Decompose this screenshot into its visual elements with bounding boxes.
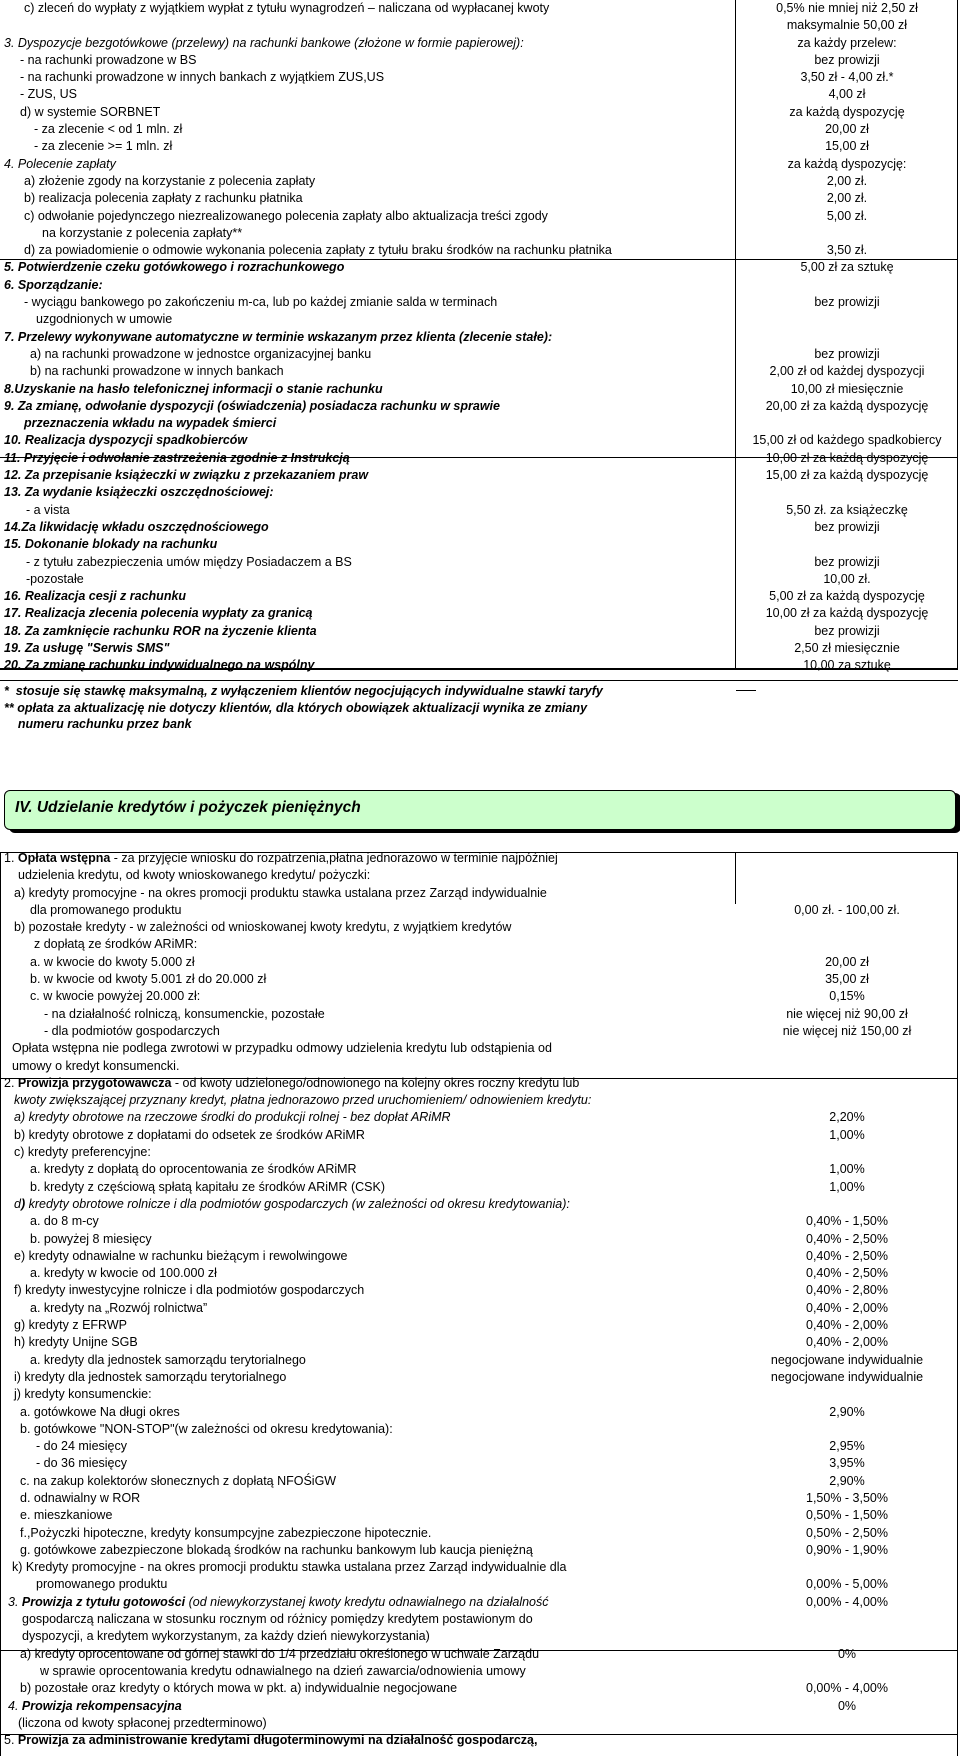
row-label: 3. Prowizja z tytułu gotowości (od niewykorzystanej kwoty kredytu odnawialnego na działalność bbox=[8, 1594, 549, 1609]
row-label: z dopłatą ze środków ARiMR: bbox=[34, 937, 198, 952]
row-label: - na działalność rolniczą, konsumenckie, pozostałe bbox=[44, 1006, 325, 1021]
row-label: i) kredyty dla jednostek samorządu terytorialnego bbox=[14, 1369, 287, 1384]
row-value: 0,00% - 4,00% bbox=[806, 1594, 888, 1609]
row-label: 5. Prowizja za administrowanie kredytami długoterminowymi na działalność gospodarczą, bbox=[4, 1733, 538, 1748]
section-heading-banner bbox=[4, 790, 956, 830]
footnotes bbox=[4, 683, 603, 733]
row-value: 2,00 zł od każdej dyspozycji bbox=[769, 364, 925, 379]
row-label: d) kredyty obrotowe rolnicze i dla podmiotów gospodarczych (w zależności od okresu kredytowania): bbox=[14, 1196, 570, 1211]
row-label: 18. Za zamknięcie rachunku ROR na życzenie klienta bbox=[4, 623, 317, 638]
row-value: maksymalnie 50,00 zł bbox=[786, 18, 908, 33]
row-value: 0,50% - 2,50% bbox=[806, 1525, 888, 1540]
row-label: - a vista bbox=[26, 502, 70, 517]
row-label: b. powyżej 8 miesięcy bbox=[30, 1231, 152, 1246]
row-value: 2,95% bbox=[829, 1439, 865, 1454]
row-value: 10,00 zł. bbox=[823, 571, 871, 586]
row-label: 11. Przyjęcie i odwołanie zastrzeżenia zgodnie z Instrukcją bbox=[4, 450, 350, 465]
table-row bbox=[0, 1611, 960, 1628]
footnote: ** opłata za aktualizację nie dotyczy klientów, dla których obowiązek aktualizacji wynika ze zmiany bbox=[4, 700, 588, 715]
row-value: 2,20% bbox=[829, 1110, 865, 1125]
table-row bbox=[0, 1525, 960, 1542]
table-row bbox=[0, 225, 960, 242]
row-label: k) Kredyty promocyjne - na okres promocji produktu stawka ustalana przez Zarząd indywidualnie dla bbox=[12, 1560, 567, 1575]
row-value: 0,00% - 5,00% bbox=[806, 1577, 888, 1592]
row-label: b) na rachunki prowadzone w innych bankach bbox=[30, 364, 284, 379]
row-value: 1,00% bbox=[829, 1127, 865, 1142]
table-row bbox=[0, 885, 960, 902]
table-row bbox=[0, 1231, 960, 1248]
row-label: a) kredyty promocyjne - na okres promocji produktu stawka ustalana przez Zarząd indywidualnie bbox=[14, 885, 547, 900]
row-value: 5,00 zł za sztukę bbox=[800, 260, 894, 275]
row-value: bez prowizji bbox=[814, 295, 880, 310]
row-label: a. kredyty dla jednostek samorządu terytorialnego bbox=[30, 1352, 306, 1367]
table-row bbox=[0, 1455, 960, 1472]
table-row bbox=[0, 294, 960, 311]
row-label: b) realizacja polecenia zapłaty z rachunku płatnika bbox=[24, 191, 303, 206]
row-value: 0,00 zł. - 100,00 zł. bbox=[794, 902, 900, 917]
table-row bbox=[0, 1421, 960, 1438]
section-fees-table bbox=[0, 0, 960, 675]
row-label: e) kredyty odnawialne w rachunku bieżącym i rewolwingowe bbox=[14, 1248, 348, 1263]
row-value: 0,50% - 1,50% bbox=[806, 1508, 888, 1523]
table-row bbox=[0, 173, 960, 190]
row-label: - wyciągu bankowego po zakończeniu m-ca, lub po każdej zmianie salda w terminach bbox=[24, 295, 498, 310]
row-label: 2. Prowizja przygotowawcza - od kwoty udzielonego/odnowionego na kolejny okres roczny kredytu lub bbox=[4, 1075, 580, 1090]
table-row bbox=[0, 1334, 960, 1351]
row-label: a. gotówkowe Na długi okres bbox=[20, 1404, 180, 1419]
table-row bbox=[0, 1594, 960, 1611]
row-label: a) kredyty obrotowe na rzeczowe środki do produkcji rolnej - bez dopłat ARiMR bbox=[14, 1110, 451, 1125]
row-value: 0,40% - 2,50% bbox=[806, 1231, 888, 1246]
section-heading: IV. Udzielanie kredytów i pożyczek pieniężnych bbox=[15, 799, 361, 816]
row-label: a) kredyty oprocentowane od górnej stawki do 1/4 przedziału określonego w uchwale Zarządu bbox=[20, 1646, 540, 1661]
row-value: 2,50 zł miesięcznie bbox=[794, 640, 900, 655]
row-value: 5,00 zł za każdą dyspozycję bbox=[769, 589, 925, 604]
table-row bbox=[0, 156, 960, 173]
table-row bbox=[0, 1715, 960, 1732]
row-label: 8.Uzyskanie na hasło telefonicznej informacji o stanie rachunku bbox=[4, 381, 383, 396]
row-value: bez prowizji bbox=[814, 623, 880, 638]
row-value: bez prowizji bbox=[814, 52, 880, 67]
section-rule bbox=[0, 680, 958, 681]
row-value: 1,00% bbox=[829, 1162, 865, 1177]
row-label: j) kredyty konsumenckie: bbox=[14, 1387, 152, 1402]
row-label: a. kredyty w kwocie od 100.000 zł bbox=[30, 1266, 217, 1281]
table-row bbox=[0, 1369, 960, 1386]
table-row bbox=[0, 1109, 960, 1126]
row-label: c) odwołanie pojedynczego niezrealizowanego polecenia zapłaty albo aktualizacja treści zgody bbox=[24, 208, 548, 223]
table-row bbox=[0, 623, 960, 640]
row-value: 10,00 zł miesięcznie bbox=[790, 381, 904, 396]
footnote: * stosuje się stawkę maksymalną, z wyłączeniem klientów negocjujących indywidualne stawki taryfy bbox=[4, 684, 603, 698]
row-value: 2,90% bbox=[829, 1473, 865, 1488]
row-value: 15,00 zł bbox=[825, 139, 869, 154]
row-label: w sprawie oprocentowania kredytu odnawialnego na dzień zawarcia/odnowienia umowy bbox=[40, 1663, 526, 1678]
row-value: 20,00 zł bbox=[825, 122, 869, 137]
row-label: 4. Polecenie zapłaty bbox=[4, 156, 116, 171]
row-label: dyspozycji, a kredytem wykorzystanym, za każdy dzień niewykorzystania) bbox=[22, 1629, 430, 1644]
row-label: b. gotówkowe "NON-STOP"(w zależności od okresu kredytowania): bbox=[20, 1421, 393, 1436]
dash-mark bbox=[736, 690, 756, 691]
table-row bbox=[0, 1196, 960, 1213]
table-row bbox=[0, 1023, 960, 1040]
table-row bbox=[0, 919, 960, 936]
row-value: 0,40% - 1,50% bbox=[806, 1214, 888, 1229]
row-label: - na rachunki prowadzone w innych bankach z wyjątkiem ZUS,US bbox=[20, 70, 385, 85]
row-label: dla promowanego produktu bbox=[30, 902, 182, 917]
row-label: 7. Przelewy wykonywane automatyczne w terminie wskazanym przez klienta (zlecenie stałe): bbox=[4, 329, 553, 344]
row-label: g. gotówkowe zabezpieczone blokadą środków na rachunku bankowym lub kaucja pieniężną bbox=[20, 1542, 533, 1557]
table-row bbox=[0, 571, 960, 588]
row-label: a. kredyty na „Rozwój rolnictwa” bbox=[30, 1300, 208, 1315]
row-label: - za zlecenie < od 1 mln. zł bbox=[34, 122, 183, 137]
row-label: - do 36 miesięcy bbox=[36, 1456, 128, 1471]
row-value: 0,40% - 2,50% bbox=[806, 1266, 888, 1281]
table-row bbox=[0, 1576, 960, 1593]
row-label: a. kredyty z dopłatą do oprocentowania ze środków ARiMR bbox=[30, 1162, 357, 1177]
row-value: 0,15% bbox=[829, 989, 865, 1004]
row-label: 13. Za wydanie książeczki oszczędnościowej: bbox=[4, 485, 274, 500]
table-row bbox=[0, 1352, 960, 1369]
row-value: 2,00 zł. bbox=[826, 173, 868, 188]
row-value: 1,00% bbox=[829, 1179, 865, 1194]
row-label: a) złożenie zgody na korzystanie z polecenia zapłaty bbox=[24, 173, 316, 188]
table-row bbox=[0, 311, 960, 328]
row-label: b. w kwocie od kwoty 5.001 zł do 20.000 zł bbox=[30, 972, 267, 987]
row-label: g) kredyty z EFRWP bbox=[14, 1318, 127, 1333]
table-row bbox=[0, 190, 960, 207]
row-label: c) kredyty preferencyjne: bbox=[14, 1145, 151, 1160]
table-row bbox=[0, 259, 960, 276]
table-row bbox=[0, 1680, 960, 1697]
table-row bbox=[0, 1438, 960, 1455]
table-row bbox=[0, 1559, 960, 1576]
table-row bbox=[0, 1300, 960, 1317]
table-row bbox=[0, 242, 960, 259]
row-label: - ZUS, US bbox=[20, 87, 77, 102]
table-row bbox=[0, 850, 960, 867]
row-label: a. w kwocie do kwoty 5.000 zł bbox=[30, 954, 195, 969]
row-value: 5,50 zł. za książeczkę bbox=[786, 502, 908, 517]
table-row bbox=[0, 502, 960, 519]
row-value: 0,5% nie mniej niż 2,50 zł bbox=[776, 1, 918, 15]
row-label: c) zleceń do wypłaty z wyjątkiem wypłat z tytułu wynagrodzeń – naliczana od wypłacanej kwoty bbox=[24, 1, 550, 15]
table-row bbox=[0, 86, 960, 103]
table-row bbox=[0, 902, 960, 919]
row-value: 0,40% - 2,00% bbox=[806, 1318, 888, 1333]
row-value: 0,40% - 2,80% bbox=[806, 1283, 888, 1298]
table-row bbox=[0, 1317, 960, 1334]
table-row bbox=[0, 121, 960, 138]
table-row bbox=[0, 954, 960, 971]
row-value: negocjowane indywidualnie bbox=[770, 1369, 924, 1384]
row-label: gospodarczą naliczana w stosunku rocznym od różnicy pomiędzy kredytem postawionym do bbox=[22, 1612, 533, 1627]
row-label: 20. Za zmianę rachunku indywidualnego na wspólny bbox=[4, 658, 315, 673]
row-label: 10. Realizacja dyspozycji spadkobierców bbox=[4, 433, 248, 448]
table-row bbox=[0, 1144, 960, 1161]
row-label: a. do 8 m-cy bbox=[30, 1214, 99, 1229]
row-value: za każdą dyspozycję: bbox=[787, 156, 907, 171]
row-label: przeznaczenia wkładu na wypadek śmierci bbox=[24, 416, 277, 431]
table-row bbox=[0, 415, 960, 432]
table-row bbox=[0, 381, 960, 398]
row-label: d) w systemie SORBNET bbox=[20, 104, 161, 119]
table-row bbox=[0, 554, 960, 571]
table-row bbox=[0, 1490, 960, 1507]
row-label: b) kredyty obrotowe z dopłatami do odsetek ze środków ARiMR bbox=[14, 1127, 365, 1142]
row-label: c. na zakup kolektorów słonecznych z dopłatą NFOŚiGW bbox=[20, 1473, 337, 1488]
row-value: nie więcej niż 150,00 zł bbox=[782, 1023, 912, 1038]
row-label: d. odnawialny w ROR bbox=[20, 1490, 141, 1505]
row-label: e. mieszkaniowe bbox=[20, 1508, 113, 1523]
table-row bbox=[0, 1127, 960, 1144]
table-row bbox=[0, 867, 960, 884]
row-value: 15,00 zł za każdą dyspozycję bbox=[765, 468, 929, 483]
row-value: 5,00 zł. bbox=[826, 208, 868, 223]
row-label: umowy o kredyt konsumencki. bbox=[12, 1058, 180, 1073]
table-row bbox=[0, 467, 960, 484]
row-value: 10,00 zł za każdą dyspozycję bbox=[765, 606, 929, 621]
table-row bbox=[0, 1040, 960, 1057]
row-value: 0,90% - 1,90% bbox=[806, 1542, 888, 1557]
row-label: b) pozostałe kredyty - w zależności od wnioskowanej kwoty kredytu, z wyjątkiem kredytów bbox=[14, 920, 512, 935]
row-label: - za zlecenie >= 1 mln. zł bbox=[34, 139, 173, 154]
table-row bbox=[0, 1404, 960, 1421]
row-value: 3,50 zł. bbox=[826, 243, 868, 258]
row-value: 2,90% bbox=[829, 1404, 865, 1419]
table-row bbox=[0, 1473, 960, 1490]
row-label: 12. Za przepisanie książeczki w związku z przekazaniem praw bbox=[4, 468, 369, 483]
table-row bbox=[0, 971, 960, 988]
table-row bbox=[0, 432, 960, 449]
row-label: 19. Za usługę "Serwis SMS" bbox=[4, 640, 170, 655]
row-value: 1,50% - 3,50% bbox=[806, 1490, 888, 1505]
table-row bbox=[0, 17, 960, 34]
row-value: za każdy przelew: bbox=[797, 35, 897, 50]
row-value: 10,00 za sztukę bbox=[803, 658, 891, 673]
row-value: 2,00 zł. bbox=[826, 191, 868, 206]
table-row bbox=[0, 1663, 960, 1680]
row-label: b) pozostałe oraz kredyty o których mowa w pkt. a) indywidualnie negocjowane bbox=[20, 1681, 458, 1696]
row-label: uzgodnionych w umowie bbox=[36, 312, 173, 327]
table-row bbox=[0, 138, 960, 155]
row-value: 10,00 zł za każdą dyspozycję bbox=[765, 450, 929, 465]
row-label: 1. Opłata wstępna - za przyjęcie wniosku do rozpatrzenia,płatna jednorazowo w terminie najpóźniej bbox=[4, 851, 558, 865]
row-label: (liczona od kwoty spłaconej przedterminowo) bbox=[18, 1715, 267, 1730]
row-value: 0,40% - 2,00% bbox=[806, 1300, 888, 1315]
table-row bbox=[0, 1006, 960, 1023]
row-value: nie więcej niż 90,00 zł bbox=[786, 1006, 908, 1021]
row-label: - dla podmiotów gospodarczych bbox=[44, 1023, 220, 1038]
row-label: - z tytułu zabezpieczenia umów między Posiadaczem a BS bbox=[26, 554, 352, 569]
table-row bbox=[0, 988, 960, 1005]
table-row bbox=[0, 640, 960, 657]
row-value: negocjowane indywidualnie bbox=[770, 1352, 924, 1367]
table-row bbox=[0, 277, 960, 294]
table-row bbox=[0, 1282, 960, 1299]
table-row bbox=[0, 0, 960, 17]
table-row bbox=[0, 69, 960, 86]
table-row bbox=[0, 1179, 960, 1196]
row-label: a) na rachunki prowadzone w jednostce organizacyjnej banku bbox=[30, 346, 372, 361]
table-row bbox=[0, 329, 960, 346]
table-row bbox=[0, 346, 960, 363]
row-value: 20,00 zł bbox=[825, 954, 869, 969]
row-value: 3,50 zł - 4,00 zł.* bbox=[800, 70, 894, 85]
table-row bbox=[0, 208, 960, 225]
row-value: 0,40% - 2,00% bbox=[806, 1335, 888, 1350]
row-value: 4,00 zł bbox=[828, 87, 866, 102]
footnote: numeru rachunku przez bank bbox=[4, 717, 192, 732]
row-value: 15,00 zł od każdego spadkobiercy bbox=[752, 433, 942, 448]
row-label: - do 24 miesięcy bbox=[36, 1439, 128, 1454]
row-label: udzielenia kredytu, od kwoty wnioskowanego kredytu/ pożyczki: bbox=[18, 868, 371, 883]
row-label: na korzystanie z polecenia zapłaty** bbox=[42, 225, 243, 240]
table-row bbox=[0, 1248, 960, 1265]
row-value: 0% bbox=[837, 1646, 857, 1661]
row-value: za każdą dyspozycję bbox=[789, 104, 905, 119]
row-value: 3,95% bbox=[829, 1456, 865, 1471]
table-row bbox=[0, 1092, 960, 1109]
row-value: bez prowizji bbox=[814, 519, 880, 534]
row-label: 14.Za likwidację wkładu oszczędnościowego bbox=[4, 519, 269, 534]
row-label: 9. Za zmianę, odwołanie dyspozycji (oświadczenia) posiadacza rachunku w sprawie bbox=[4, 398, 500, 413]
table-row bbox=[0, 1732, 960, 1749]
table-row bbox=[0, 52, 960, 69]
table-row bbox=[0, 1646, 960, 1663]
table-row bbox=[0, 1542, 960, 1559]
row-value: 20,00 zł za każdą dyspozycję bbox=[765, 398, 929, 413]
row-label: kwoty zwiększającej przyznany kredyt, płatna jednorazowo przed uruchomieniem/ odnowieniem kredytu: bbox=[14, 1093, 592, 1108]
row-value: bez prowizji bbox=[814, 554, 880, 569]
row-label: f.,Pożyczki hipoteczne, kredyty konsumpcyjne zabezpieczone hipotecznie. bbox=[20, 1525, 432, 1540]
row-value: 0,40% - 2,50% bbox=[806, 1248, 888, 1263]
row-label: - na rachunki prowadzone w BS bbox=[20, 52, 197, 67]
table-row bbox=[0, 1265, 960, 1282]
table-row bbox=[0, 363, 960, 380]
table-row bbox=[0, 450, 960, 467]
row-label: Opłata wstępna nie podlega zwrotowi w przypadku odmowy udzielenia kredytu lub odstąpienia od bbox=[12, 1041, 552, 1056]
row-label: c. w kwocie powyżej 20.000 zł: bbox=[30, 989, 201, 1004]
table-row bbox=[0, 104, 960, 121]
row-label: 15. Dokonanie blokady na rachunku bbox=[4, 537, 218, 552]
row-value: 0% bbox=[837, 1698, 857, 1713]
table-row bbox=[0, 588, 960, 605]
row-label: 4. Prowizja rekompensacyjna bbox=[8, 1698, 182, 1713]
row-label: 6. Sporządzanie: bbox=[4, 277, 103, 292]
table-row bbox=[0, 1161, 960, 1178]
row-label: 5. Potwierdzenie czeku gotówkowego i rozrachunkowego bbox=[4, 260, 345, 275]
table-row bbox=[0, 1075, 960, 1092]
row-label: 17. Realizacja zlecenia polecenia wypłaty za granicą bbox=[4, 606, 313, 621]
row-label: h) kredyty Unijne SGB bbox=[14, 1335, 138, 1350]
section-credit-table bbox=[0, 850, 960, 1749]
row-label: -pozostałe bbox=[26, 571, 84, 586]
row-label: 16. Realizacja cesji z rachunku bbox=[4, 589, 187, 604]
table-row bbox=[0, 1628, 960, 1645]
table-row bbox=[0, 35, 960, 52]
table-row bbox=[0, 484, 960, 501]
table-row bbox=[0, 1507, 960, 1524]
row-value: 35,00 zł bbox=[825, 972, 869, 987]
table-row bbox=[0, 1386, 960, 1403]
row-value: bez prowizji bbox=[814, 346, 880, 361]
row-label: d) za powiadomienie o odmowie wykonania polecenia zapłaty z tytułu braku środków na rachunku płatnika bbox=[24, 243, 612, 258]
row-value: 0,00% - 4,00% bbox=[806, 1681, 888, 1696]
table-row bbox=[0, 1213, 960, 1230]
row-label: f) kredyty inwestycyjne rolnicze i dla podmiotów gospodarczych bbox=[14, 1283, 365, 1298]
table-row bbox=[0, 1698, 960, 1715]
table-row bbox=[0, 1058, 960, 1075]
row-label: 3. Dyspozycje bezgotówkowe (przelewy) na rachunki bankowe (złożone w formie papierowej): bbox=[4, 35, 524, 50]
table-row bbox=[0, 657, 960, 674]
row-label: promowanego produktu bbox=[36, 1577, 168, 1592]
table-row bbox=[0, 536, 960, 553]
row-label: b. kredyty z częściową spłatą kapitału ze środków ARiMR (CSK) bbox=[30, 1179, 385, 1194]
table-row bbox=[0, 398, 960, 415]
table-row bbox=[0, 605, 960, 622]
table-row bbox=[0, 519, 960, 536]
table-row bbox=[0, 936, 960, 953]
